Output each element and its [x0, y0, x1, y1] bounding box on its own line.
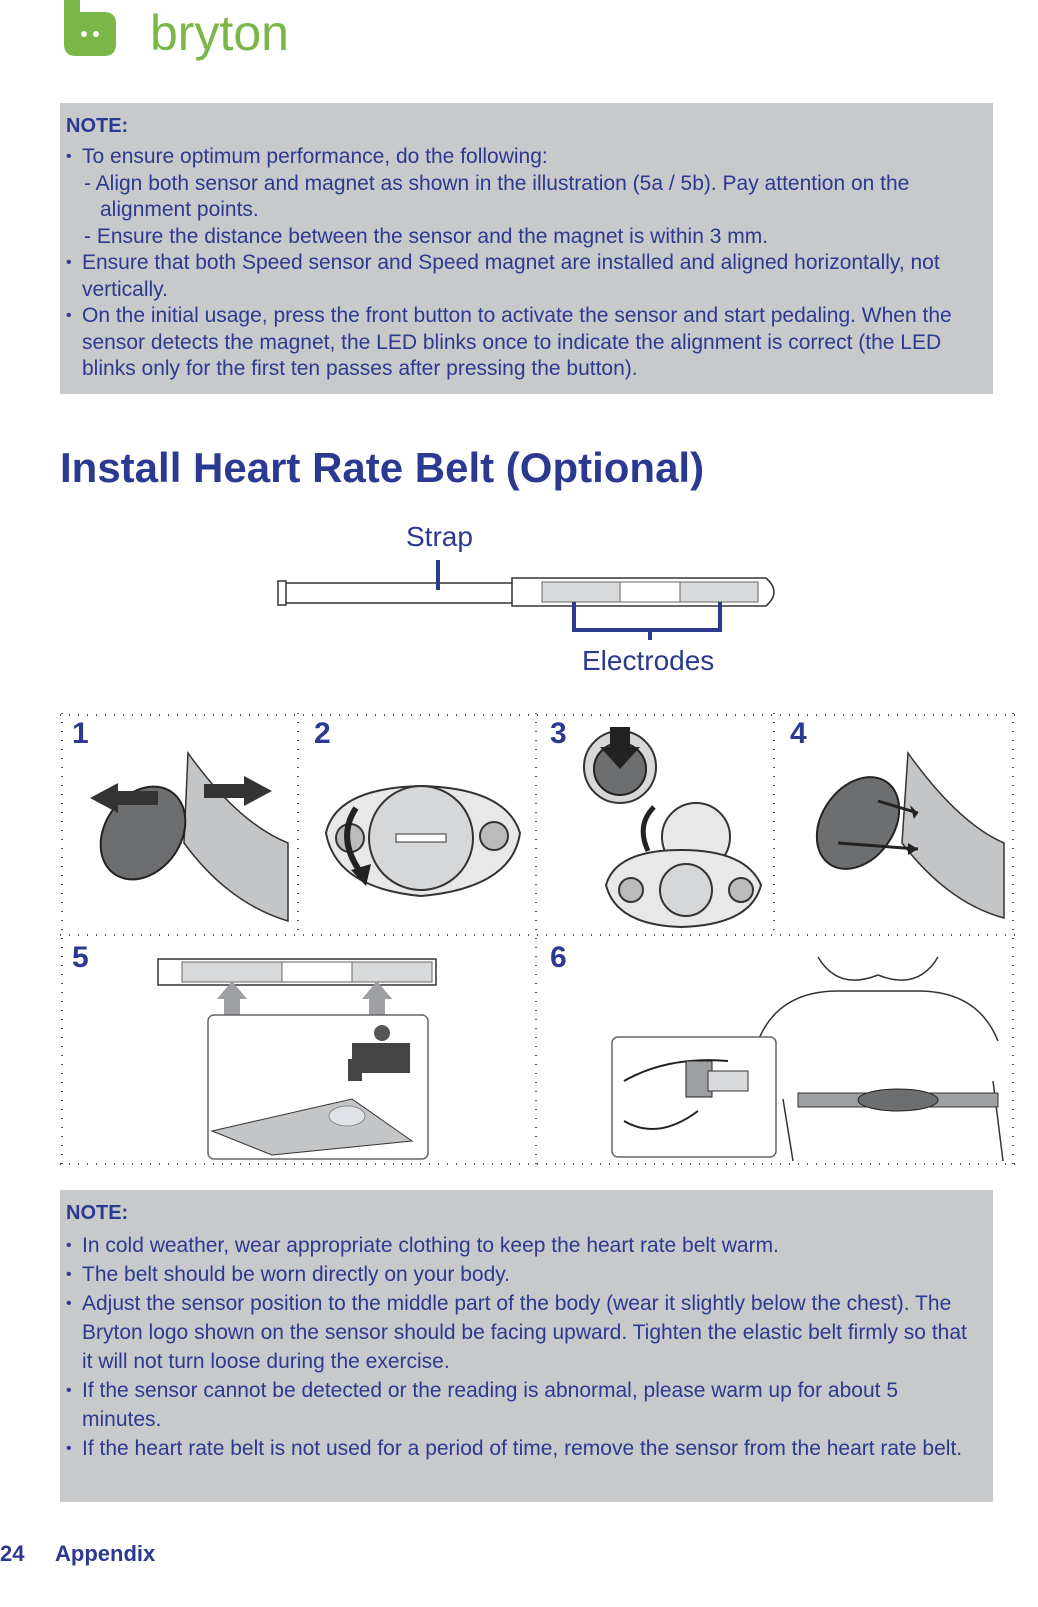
step4-attach-sensor-illustration	[798, 743, 1008, 923]
note-title: NOTE:	[66, 115, 129, 137]
note-box-belt	[60, 1190, 993, 1502]
page-number: 24	[0, 1541, 25, 1566]
note-box-sensor	[60, 103, 993, 394]
logo-wordmark: bryton	[150, 5, 289, 61]
step-number-3: 3	[550, 717, 567, 750]
heart-rate-strap-diagram	[276, 560, 786, 640]
note-item: • Ensure that both Speed sensor and Speed magnet are installed and aligned horizontally, not vertically.	[66, 250, 983, 303]
step3-insert-battery-illustration	[576, 725, 776, 930]
step2-open-cover-illustration	[316, 778, 526, 908]
note-item: • On the initial usage, press the front button to activate the sensor and start pedaling. When the sensor detects the magnet, the LED blinks once to indicate the alignment is correct (the LED blinks only for the first ten passes after pressing the button).	[66, 303, 983, 383]
step-number-6: 6	[550, 941, 567, 974]
note-subitem: - Align both sensor and magnet as shown in the illustration (5a / 5b). Pay attention on the	[84, 171, 910, 195]
note-subitem: - Ensure the distance between the sensor and the magnet is within 3 mm.	[84, 224, 769, 248]
note-item-text: To ensure optimum performance, do the following:	[82, 145, 548, 168]
note-item: • In cold weather, wear appropriate clothing to keep the heart rate belt warm.	[66, 1231, 983, 1260]
footer-section-label: Appendix	[55, 1541, 156, 1566]
electrodes-label: Electrodes	[582, 645, 715, 676]
step-number-5: 5	[72, 941, 89, 974]
step-number-2: 2	[314, 717, 331, 750]
note-list	[66, 1231, 983, 1463]
note-subitem: alignment points.	[100, 198, 259, 221]
step5-wet-electrodes-illustration	[152, 951, 442, 1161]
note-item: • If the heart rate belt is not used for a period of time, remove the sensor from the heart rate belt.	[66, 1434, 983, 1463]
step-number-1: 1	[72, 717, 89, 750]
note-title: NOTE:	[66, 1202, 129, 1224]
step-number-4: 4	[790, 717, 807, 750]
strap-label: Strap	[406, 521, 473, 552]
steps-grid	[60, 713, 1015, 1166]
note-list	[66, 144, 983, 383]
note-item: • Adjust the sensor position to the middle part of the body (wear it slightly below the chest). The Bryton logo shown on the sensor should be facing upward. Tighten the elastic belt firmly so that it will not turn loose during the exercise.	[66, 1289, 983, 1376]
note-item: • If the sensor cannot be detected or the reading is abnormal, please warm up for about 5 minutes.	[66, 1376, 983, 1434]
step1-remove-sensor-illustration	[88, 743, 293, 923]
step6-wear-belt-illustration	[608, 951, 1006, 1161]
bryton-logo	[60, 0, 360, 70]
section-title: Install Heart Rate Belt (Optional)	[60, 444, 705, 491]
note-item	[66, 144, 983, 250]
note-item: • The belt should be worn directly on your body.	[66, 1260, 983, 1289]
